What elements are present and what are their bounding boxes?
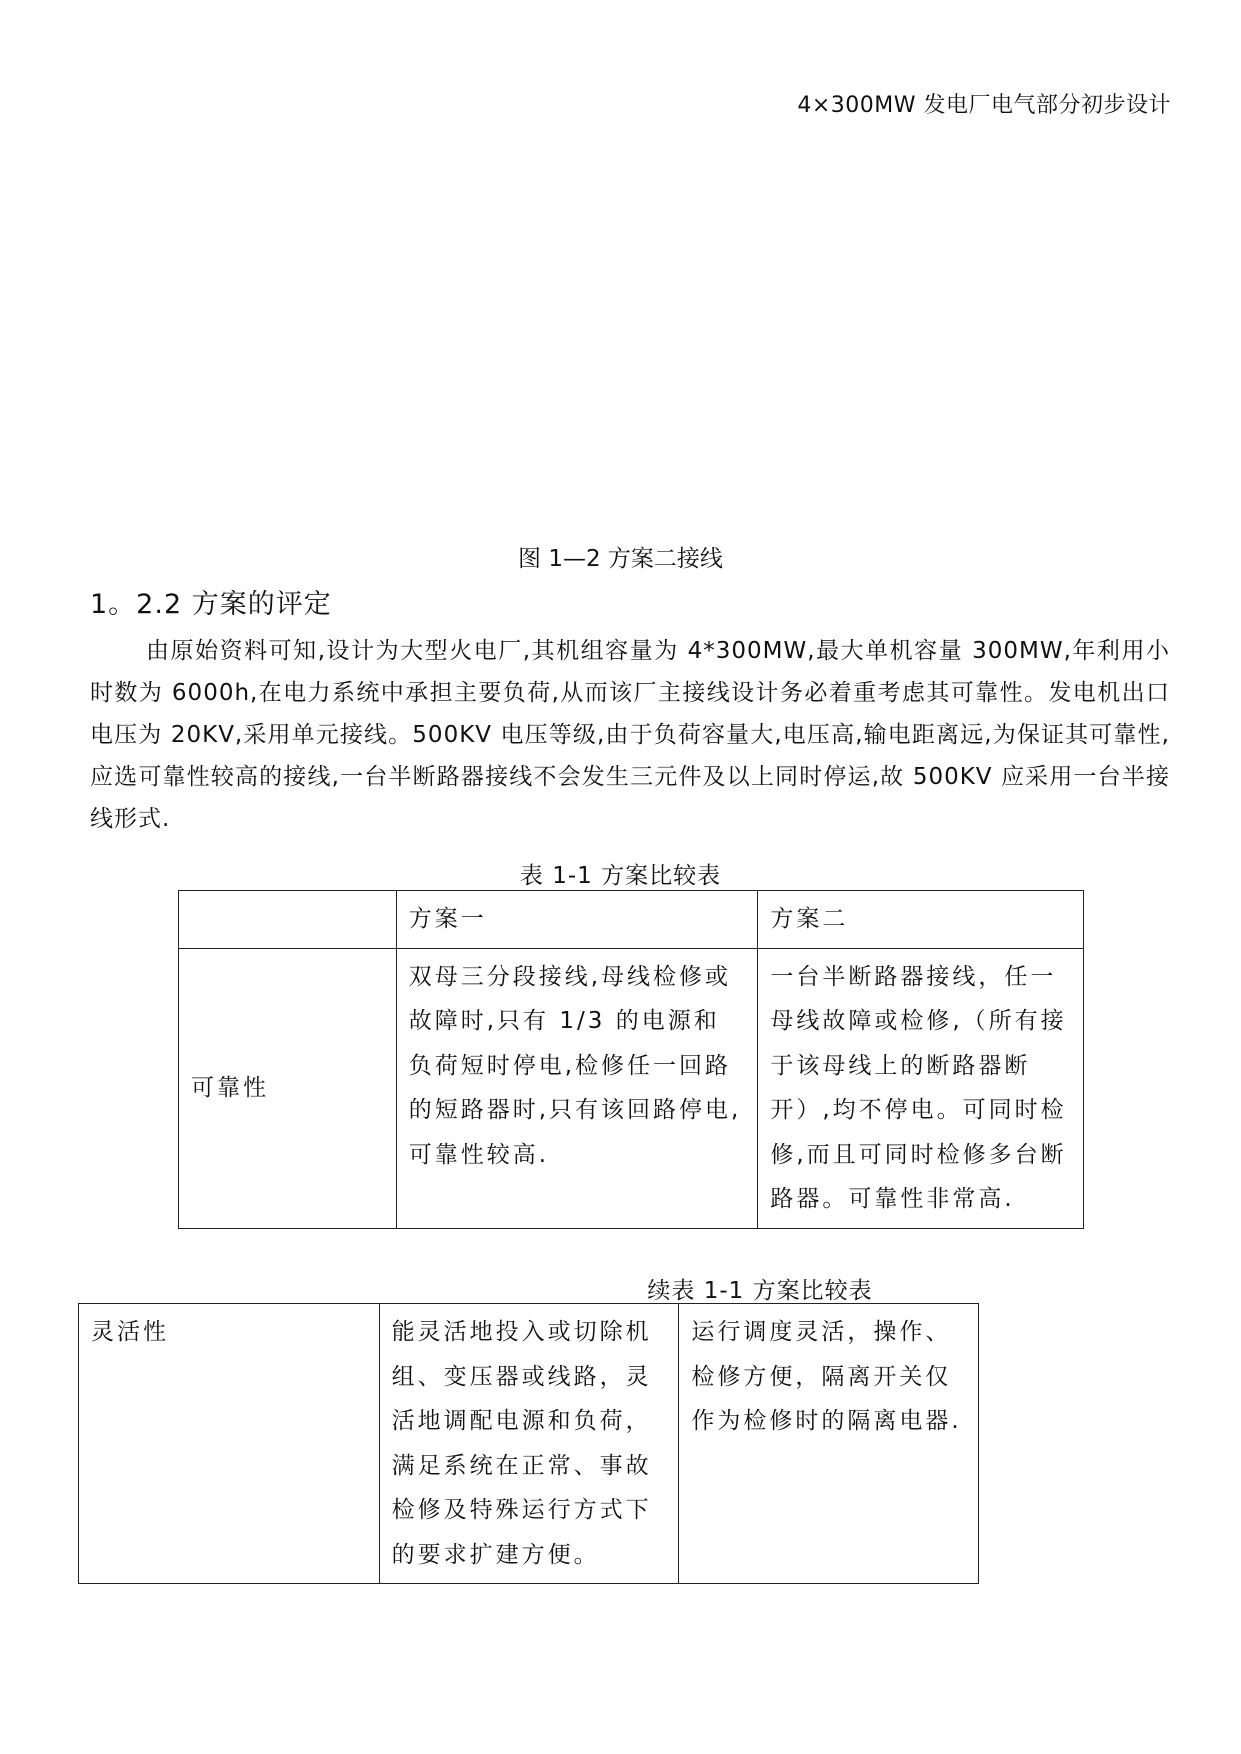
table1-caption: 表 1-1 方案比较表 xyxy=(519,863,722,889)
figure-caption: 图 1—2 方案二接线 xyxy=(518,546,723,572)
table-row xyxy=(79,1304,979,1584)
table-header-cell: 方案二 xyxy=(758,891,1084,949)
table-header-cell xyxy=(179,891,397,949)
plan2-cell: 运行调度灵活，操作、检修方便，隔离开关仅作为检修时的隔离电器. xyxy=(679,1304,979,1584)
row-label-cell: 可靠性 xyxy=(179,948,397,1228)
table2-caption: 续表 1-1 方案比较表 xyxy=(647,1278,873,1304)
plan1-cell: 能灵活地投入或切除机组、变压器或线路，灵活地调配电源和负荷，满足系统在正常、事故检修及特殊运行方式下的要求扩建方便。 xyxy=(379,1304,679,1584)
page-header: 4×300MW 发电厂电气部分初步设计 xyxy=(797,93,1171,118)
row-label-cell: 灵活性 xyxy=(79,1304,380,1584)
table-header-cell: 方案一 xyxy=(396,891,758,949)
plan1-cell: 双母三分段接线,母线检修或故障时,只有 1/3 的电源和负荷短时停电,检修任一回路的短路器时,只有该回路停电,可靠性较高. xyxy=(396,948,758,1228)
comparison-table-continued xyxy=(78,1303,979,1584)
section-heading: 1。2.2 方案的评定 xyxy=(90,589,332,620)
table-header-row xyxy=(179,891,1084,949)
paragraph-text: 由原始资料可知,设计为大型火电厂,其机组容量为 4*300MW,最大单机容量 300MW,年利用小时数为 6000h,在电力系统中承担主要负荷,从而该厂主接线设计务必着重考虑其可靠性。发电机出口电压为 20KV,采用单元接线。500KV 电压等级,由于负荷容量大,电压高,输电距离远,为保证其可靠性,应选可靠性较高的接线,一台半断路器接线不会发生三元件及以上同时停运,故 500KV 应采用一台半接线形式. xyxy=(90,638,1170,832)
body-paragraph xyxy=(90,630,1170,840)
comparison-table xyxy=(178,890,1084,1229)
plan2-cell: 一台半断路器接线，任一母线故障或检修,（所有接于该母线上的断路器断开）,均不停电。可同时检修,而且可同时检修多台断路器。可靠性非常高. xyxy=(758,948,1084,1228)
table-row xyxy=(179,948,1084,1228)
